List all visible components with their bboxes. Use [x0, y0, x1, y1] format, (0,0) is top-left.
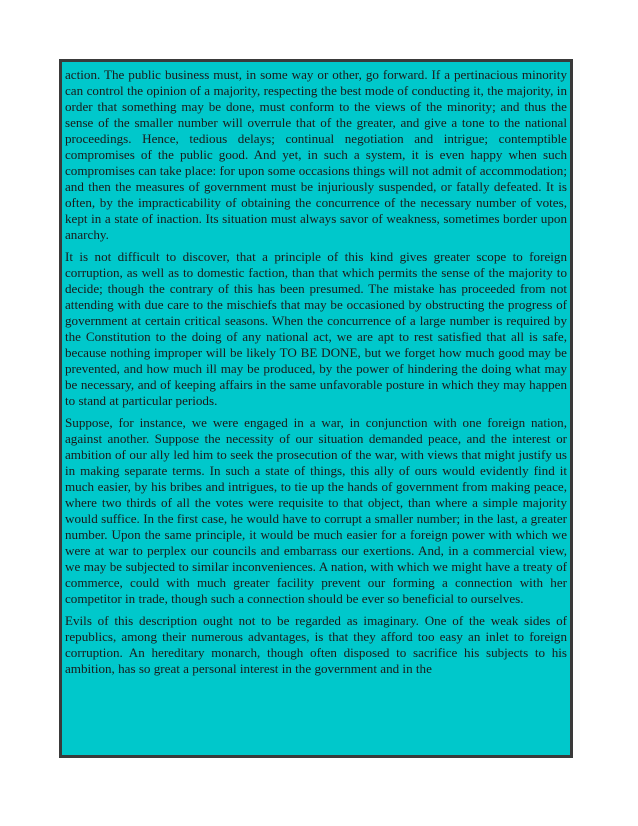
paragraph-4: Evils of this description ought not to be regarded as imaginary. One of the weak sides of republics, among their numerous advantages, is that they afford too easy an inlet to foreign corruption. An hereditary monarch, though often disposed to sacrifice his subjects to his ambition, has so great a personal interest in the government and in the [65, 613, 567, 676]
paragraph-3: Suppose, for instance, we were engaged in a war, in conjunction with one foreign nation, against another. Suppose the necessity of our situation demanded peace, and the interest or ambition of our ally led him to seek the prosecution of the war, with views that might justify us in making separate terms. In such a state of things, this ally of ours would evidently find it much easier, by his bribes and intrigues, to tie up the hands of government from making peace, where two thirds of all the votes were requisite to that object, than where a simple majority would suffice. In the first case, he would have to corrupt a smaller number; in the last, a greater number. Upon the same principle, it would be much easier for a foreign power with which we were at war to perplex our councils and embarrass our exertions. And, in a commercial view, we may be subjected to similar inconveniences. A nation, with which we might have a treaty of commerce, could with much greater facility prevent our forming a connection with her competitor in trade, though such a connection should be ever so beneficial to ourselves. [65, 415, 567, 606]
text-box [59, 59, 573, 758]
paragraph-1: action. The public business must, in some way or other, go forward. If a pertinacious minority can control the opinion of a majority, respecting the best mode of conducting it, the majority, in order that something may be done, must conform to the views of the minority; and thus the sense of the smaller number will overrule that of the greater, and give a tone to the national proceedings. Hence, tedious delays; continual negotiation and intrigue; contemptible compromises of the public good. And yet, in such a system, it is even happy when such compromises can take place: for upon some occasions things will not admit of accommodation; and then the measures of government must be injuriously suspended, or fatally defeated. It is often, by the impracticability of obtaining the concurrence of the necessary number of votes, kept in a state of inaction. Its situation must always savor of weakness, sometimes border upon anarchy. [65, 67, 567, 242]
paragraph-2: It is not difficult to discover, that a principle of this kind gives greater scope to foreign corruption, as well as to domestic faction, than that which permits the sense of the majority to decide; though the contrary of this has been presumed. The mistake has proceeded from not attending with due care to the mischiefs that may be occasioned by obstructing the progress of government at certain critical seasons. When the concurrence of a large number is required by the Constitution to the doing of any national act, we are apt to rest satisfied that all is safe, because nothing improper will be likely TO BE DONE, but we forget how much good may be prevented, and how much ill may be produced, by the power of hindering the doing what may be necessary, and of keeping affairs in the same unfavorable posture in which they may happen to stand at particular periods. [65, 249, 567, 408]
